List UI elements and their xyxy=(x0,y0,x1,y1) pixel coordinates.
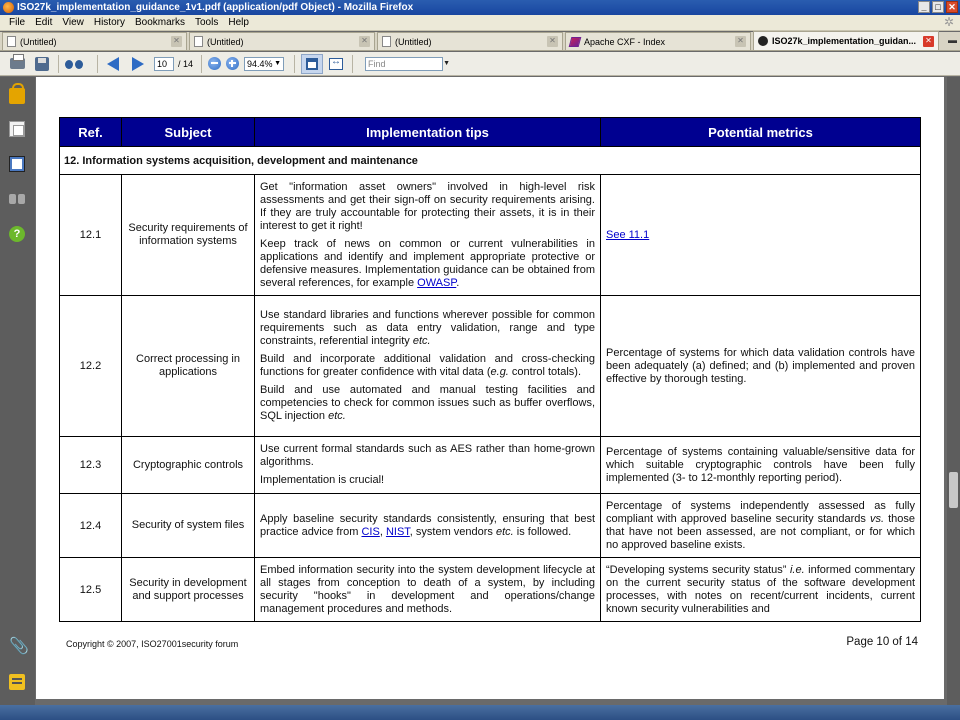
tip-text: Apply baseline security standards consistently, ensuring that best practice advice from xyxy=(260,512,595,538)
ref-cell: 12.5 xyxy=(60,558,122,622)
table-row xyxy=(60,296,921,437)
chevron-down-icon: ▼ xyxy=(443,59,451,67)
lock-icon[interactable] xyxy=(9,88,25,104)
tips-cell xyxy=(255,296,601,437)
tip-text: Keep track of news on common or current vulnerabilities in applications and identify and implement appropriate protective or defensive measures. Implementation guidance can be obtained from several references, for example xyxy=(260,237,595,289)
tab-close-icon[interactable]: ✕ xyxy=(923,36,934,47)
save-icon xyxy=(35,57,49,71)
firefox-icon xyxy=(3,2,14,13)
tab-close-icon[interactable]: ✕ xyxy=(735,36,746,47)
tab-label: (Untitled) xyxy=(20,36,57,47)
metric-emphasis: i.e. xyxy=(789,563,805,576)
cxf-icon xyxy=(569,37,582,47)
table-row xyxy=(60,437,921,494)
tips-cell xyxy=(255,494,601,558)
save-button[interactable] xyxy=(33,55,51,73)
menu-history[interactable]: History xyxy=(93,17,125,28)
subject-cell: Cryptographic controls xyxy=(122,437,255,494)
print-button[interactable] xyxy=(8,55,26,73)
table-row xyxy=(60,175,921,296)
menu-file[interactable]: File xyxy=(9,17,26,28)
table-header-row xyxy=(60,118,921,147)
fit-width-button[interactable] xyxy=(327,55,345,73)
ref-cell: 12.1 xyxy=(60,175,122,296)
nist-link[interactable]: NIST xyxy=(385,525,410,538)
close-button[interactable]: ✕ xyxy=(946,1,958,13)
pdf-toolbar xyxy=(0,52,960,76)
document-viewport[interactable] xyxy=(35,77,947,705)
tip-text: , xyxy=(379,525,386,538)
binoculars-icon[interactable] xyxy=(9,191,25,207)
printer-icon xyxy=(10,58,25,69)
tip-paragraph: Implementation is crucial! xyxy=(260,474,385,486)
window-controls xyxy=(918,1,958,13)
navigation-sidebar xyxy=(0,77,35,705)
tips-cell xyxy=(255,175,601,296)
menu-help[interactable]: Help xyxy=(228,17,249,28)
tab-apache-cxf[interactable] xyxy=(565,32,751,50)
window-titlebar xyxy=(0,0,960,15)
metric-text: informed commentary on the current security status of the software development processes, with notes on recent/current incidents, current known security vulnerabilities and xyxy=(606,563,915,615)
section-title: 12. Information systems acquisition, development and maintenance xyxy=(60,147,921,175)
metric-text: those that have not been assessed, are not compliant, or for which no approved baseline exists. xyxy=(606,512,916,551)
page-number-input[interactable]: 10 xyxy=(154,57,174,71)
tip-paragraph xyxy=(260,384,595,423)
tip-emphasis: etc. xyxy=(496,525,514,538)
section-row xyxy=(60,147,921,175)
menu-bookmarks[interactable]: Bookmarks xyxy=(134,17,185,28)
menu-bar xyxy=(0,15,960,31)
header-ref: Ref. xyxy=(60,118,122,147)
tab-label: ISO27k_implementation_guidan... xyxy=(772,36,917,46)
minimize-button[interactable]: _ xyxy=(918,1,930,13)
arrow-right-icon xyxy=(132,57,144,71)
subject-cell: Security of system files xyxy=(122,494,255,558)
ref-cell: 12.2 xyxy=(60,296,122,437)
metric-cell xyxy=(601,558,921,622)
toolbar-divider xyxy=(97,55,98,73)
vertical-scrollbar[interactable] xyxy=(947,77,960,705)
owasp-link[interactable]: OWASP xyxy=(417,276,457,289)
tab-label: (Untitled) xyxy=(395,36,432,47)
tip-text: Build and use automated and manual testing facilities and competencies to check for common issues such as buffer overflows, SQL injection xyxy=(260,384,595,422)
fit-width-icon xyxy=(329,58,343,70)
page-icon xyxy=(7,36,16,47)
footer-page-number: Page 10 of 14 xyxy=(846,636,918,648)
tab-untitled-1[interactable] xyxy=(2,32,187,50)
tip-text: Build and incorporate additional validation and cross-checking functions for greater confidence with vital data ( xyxy=(260,353,595,378)
tab-untitled-3[interactable] xyxy=(377,32,563,50)
guidance-table xyxy=(59,117,921,622)
search-button[interactable] xyxy=(65,55,83,73)
metric-cell xyxy=(601,175,921,296)
tip-text: , system vendors xyxy=(409,525,496,538)
zoom-in-icon[interactable] xyxy=(226,57,239,70)
tip-emphasis: etc. xyxy=(328,410,346,422)
ref-cell: 12.4 xyxy=(60,494,122,558)
footer-copyright: Copyright © 2007, ISO27001security forum xyxy=(66,639,239,649)
ref-cell: 12.3 xyxy=(60,437,122,494)
menu-edit[interactable]: Edit xyxy=(35,17,53,28)
toolbar-divider xyxy=(201,55,202,73)
page-total: / 14 xyxy=(178,58,194,69)
toolbar-divider xyxy=(352,55,353,73)
window-title: ISO27k_implementation_guidance_1v1.pdf (application/pdf Object) - Mozilla Firefox xyxy=(17,2,414,13)
pdf-page xyxy=(36,77,944,699)
metric-cell xyxy=(601,494,921,558)
tab-label: Apache CXF - Index xyxy=(584,36,666,47)
header-metrics: Potential metrics xyxy=(601,118,921,147)
chevron-down-icon: ▼ xyxy=(274,59,282,67)
page-icon xyxy=(382,36,391,47)
fit-page-icon xyxy=(306,58,318,70)
tab-close-icon[interactable]: ✕ xyxy=(547,36,558,47)
tip-emphasis: etc. xyxy=(412,335,431,347)
table-row xyxy=(60,558,921,622)
header-tips: Implementation tips xyxy=(255,118,601,147)
zoom-select[interactable] xyxy=(244,57,284,71)
arrow-left-icon xyxy=(107,57,119,71)
menu-tools[interactable]: Tools xyxy=(195,17,219,28)
layers-icon[interactable] xyxy=(9,156,25,172)
zoom-value: 94.4% xyxy=(247,58,273,69)
find-input[interactable] xyxy=(365,57,451,71)
page-icon xyxy=(194,36,203,47)
tab-bar xyxy=(0,32,960,51)
cis-link[interactable]: CIS xyxy=(361,525,380,538)
subject-cell: Correct processing in applications xyxy=(122,296,255,437)
tab-close-icon[interactable]: ✕ xyxy=(171,36,182,47)
previous-page-button[interactable] xyxy=(104,55,122,73)
metric-cell: Percentage of systems for which data validation controls have been adequately (a) defined; and (b) implemented and proven effective by thorough testing. xyxy=(601,296,921,437)
scrollbar-thumb[interactable] xyxy=(949,472,958,508)
tip-emphasis: e.g. xyxy=(490,366,509,378)
throbber-icon: ✲ xyxy=(943,15,955,29)
tab-list-icon[interactable]: ▬ xyxy=(948,35,957,45)
subject-cell: Security requirements of information systems xyxy=(122,175,255,296)
tip-text: Use standard libraries and functions wherever possible for common requirements such as data entry validation, range and type constraints, referential integrity xyxy=(260,309,595,347)
header-subject: Subject xyxy=(122,118,255,147)
tab-close-icon[interactable]: ✕ xyxy=(359,36,370,47)
tip-paragraph: Use current formal standards such as AES rather than home-grown algorithms. xyxy=(260,443,595,468)
toolbar-divider xyxy=(58,55,59,73)
tip-paragraph xyxy=(260,309,595,348)
find-placeholder: Find xyxy=(368,58,386,69)
help-icon[interactable]: ? xyxy=(9,226,25,242)
maximize-button[interactable]: □ xyxy=(932,1,944,13)
next-page-button[interactable] xyxy=(129,55,147,73)
metric-text: “Developing systems security status” xyxy=(606,563,790,576)
fit-page-button[interactable] xyxy=(301,54,323,74)
see-11-1-link[interactable]: See 11.1 xyxy=(606,228,650,241)
tips-cell: Embed information security into the system development lifecycle at all stages from conception to death of a system, by including security "hooks" in development and operations/change management procedures and methods. xyxy=(255,558,601,622)
tip-paragraph xyxy=(260,353,595,379)
metric-cell: Percentage of systems containing valuable/sensitive data for which suitable cryptographic controls have been fully implemented (3- to 12-monthly reporting period). xyxy=(601,437,921,494)
tip-text: . xyxy=(456,276,460,289)
tab-iso27k-pdf[interactable] xyxy=(753,31,939,50)
subject-cell: Security in development and support processes xyxy=(122,558,255,622)
comment-icon[interactable] xyxy=(9,674,25,690)
table-row xyxy=(60,494,921,558)
tip-paragraph xyxy=(260,238,595,290)
info-icon xyxy=(758,36,768,46)
tab-label: (Untitled) xyxy=(207,36,244,47)
tab-untitled-2[interactable] xyxy=(189,32,375,50)
taskbar xyxy=(0,705,960,720)
tip-paragraph: Get "information asset owners" involved in high-level risk assessments and get their sign-off on security requirements arising. If they are truly accountable for protecting their assets, it is in their interest to get it right! xyxy=(260,180,595,232)
tips-cell xyxy=(255,437,601,494)
metric-emphasis: vs. xyxy=(869,512,885,525)
metric-text: Percentage of systems independently assessed as fully compliant with approved baseline security standards xyxy=(606,499,915,525)
menu-view[interactable]: View xyxy=(62,17,84,28)
toolbar-divider xyxy=(294,55,295,73)
paperclip-icon[interactable]: 📎 xyxy=(9,638,29,655)
pages-icon[interactable] xyxy=(9,121,25,137)
tip-text: is followed. xyxy=(513,525,572,538)
binoculars-icon xyxy=(65,58,83,70)
tip-text: control totals). xyxy=(508,366,582,378)
zoom-out-icon[interactable] xyxy=(208,57,221,70)
